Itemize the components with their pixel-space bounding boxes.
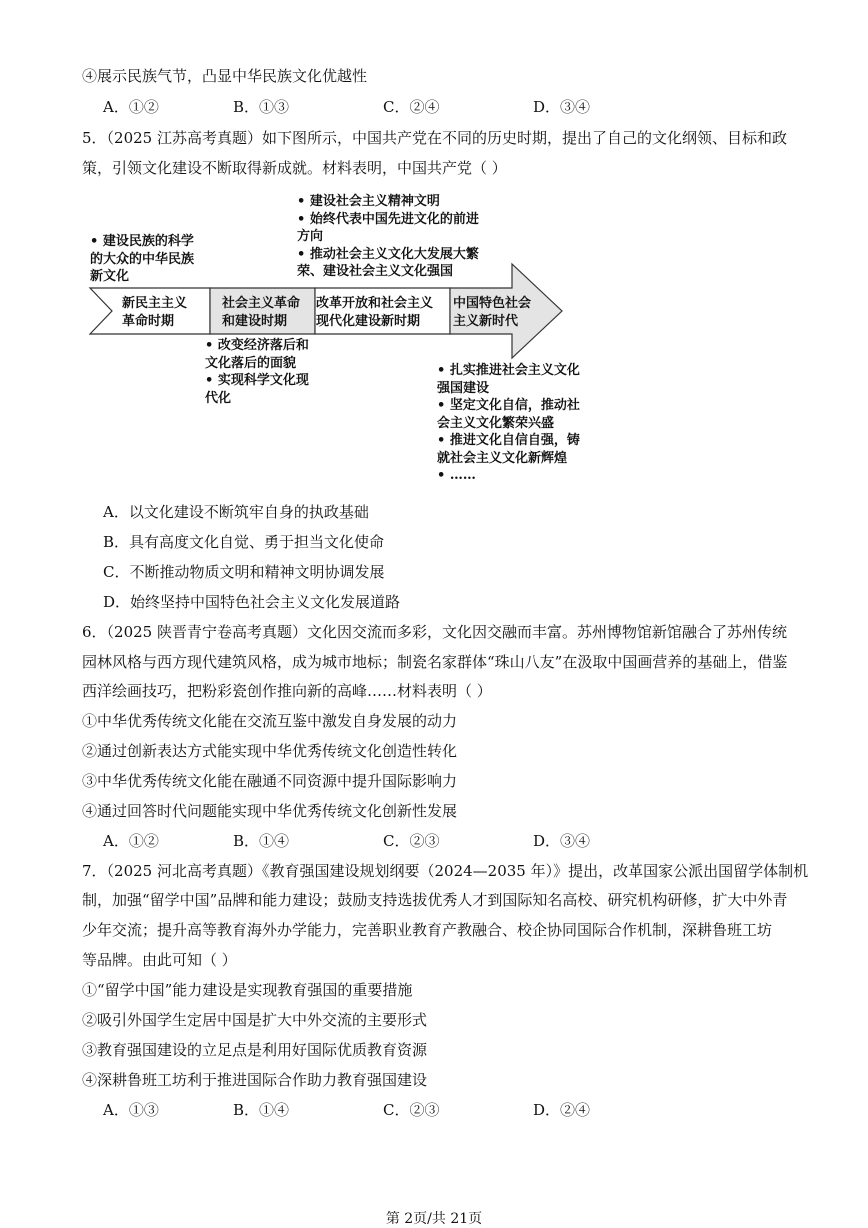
q7-item-3: ③教育强国建设的立足点是利用好国际优质教育资源 <box>82 1041 428 1059</box>
q7-option-c: C．②③ <box>383 1101 440 1119</box>
q7-stem-line-2: 制，加强“留学中国”品牌和能力建设；鼓励支持选拔优秀人才到国际知名高校、研究机构研修，扩大中外青 <box>82 891 788 909</box>
prev-option-a: A．①② <box>103 98 159 116</box>
diagram-bottom-left-text: • 改变经济落后和 文化落后的面貌 • 实现科学文化现 代化 <box>205 338 309 406</box>
q7-option-b: B．①④ <box>233 1101 290 1119</box>
period-label-3: 改革开放和社会主义 现代化建设新时期 <box>316 296 434 329</box>
q6-item-2: ②通过创新表达方式能实现中华优秀传统文化创造性转化 <box>82 742 458 760</box>
q7-stem-line-3: 少年交流；提升高等教育海外办学能力，完善职业教育产教融合、校企协同国际合作机制，深耕鲁班工坊 <box>82 921 773 939</box>
period-label-1: 新民主主义 革命时期 <box>122 296 188 329</box>
q7-item-4: ④深耕鲁班工坊利于推进国际合作助力教育强国建设 <box>82 1071 428 1089</box>
q6-option-d: D．③④ <box>533 832 591 850</box>
q6-option-c: C．②③ <box>383 832 440 850</box>
q6-item-3: ③中华优秀传统文化能在融通不同资源中提升国际影响力 <box>82 772 458 790</box>
prev-option-d: D．③④ <box>533 98 591 116</box>
q6-item-4: ④通过回答时代问题能实现中华优秀传统文化创新性发展 <box>82 802 458 820</box>
q6-item-1: ①中华优秀传统文化能在交流互鉴中激发自身发展的动力 <box>82 712 458 730</box>
diagram-top-left-text: • 建设民族的科学 的大众的中华民族 新文化 <box>90 234 195 284</box>
q5-option-d: D．始终坚持中国特色社会主义文化发展道路 <box>103 593 401 611</box>
q6-option-a: A．①② <box>103 832 159 850</box>
prev-item-4: ④展示民族气节，凸显中华民族文化优越性 <box>82 67 368 85</box>
q5-option-c: C．不断推动物质文明和精神文明协调发展 <box>103 563 385 581</box>
q5-stem-line-1: 5．（2025 江苏高考真题）如下图所示，中国共产党在不同的历史时期，提出了自己的文化纲领、目标和政 <box>82 129 787 147</box>
q7-item-2: ②吸引外国学生定居中国是扩大中外交流的主要形式 <box>82 1011 428 1029</box>
period-label-2: 社会主义革命 和建设时期 <box>222 296 301 329</box>
diagram-bottom-right-text: • 扎实推进社会主义文化 强国建设 • 坚定文化自信，推动社 会主义文化繁荣兴盛 • 推进文化自信自强，铸 就社会主义文化新辉煌 • …… <box>437 363 580 483</box>
q5-option-a: A．以文化建设不断筑牢自身的执政基础 <box>103 503 369 521</box>
q7-option-a: A．①③ <box>103 1101 159 1119</box>
q6-stem-line-2: 园林风格与西方现代建筑风格，成为城市地标；制瓷名家群体“珠山八友”在汲取中国画营养的基础上，借鉴 <box>82 653 788 671</box>
prev-option-c: C．②④ <box>383 98 440 116</box>
q6-stem-line-3: 西洋绘画技巧，把粉彩瓷创作推向新的高峰……材料表明（ ） <box>82 682 492 700</box>
q7-stem-line-1: 7．（2025 河北高考真题）《教育强国建设规划纲要（2024—2035 年）》提出，改革国家公派出国留学体制机 <box>82 862 809 880</box>
q7-option-d: D．②④ <box>533 1101 591 1119</box>
q5-stem-line-2: 策，引领文化建设不断取得新成就。材料表明，中国共产党（ ） <box>82 159 507 177</box>
q7-stem-line-4: 等品牌。由此可知（ ） <box>82 951 237 969</box>
diagram-top-mid-text: • 建设社会主义精神文明 • 始终代表中国先进文化的前进 方向 • 推动社会主义文化大发展大繁 荣、建设社会主义文化强国 <box>297 194 479 279</box>
q5-option-b: B．具有高度文化自觉、勇于担当文化使命 <box>103 533 385 551</box>
page-number-footer: 第 2页/共 21页 <box>385 1211 483 1227</box>
q7-item-1: ①“留学中国”能力建设是实现教育强国的重要措施 <box>82 981 413 999</box>
q6-option-b: B．①④ <box>233 832 290 850</box>
period-label-4: 中国特色社会 主义新时代 <box>453 296 532 329</box>
q6-stem-line-1: 6．（2025 陕晋青宁卷高考真题）文化因交流而多彩，文化因交融而丰富。苏州博物馆新馆融合了苏州传统 <box>82 623 787 641</box>
prev-option-b: B．①③ <box>233 98 290 116</box>
